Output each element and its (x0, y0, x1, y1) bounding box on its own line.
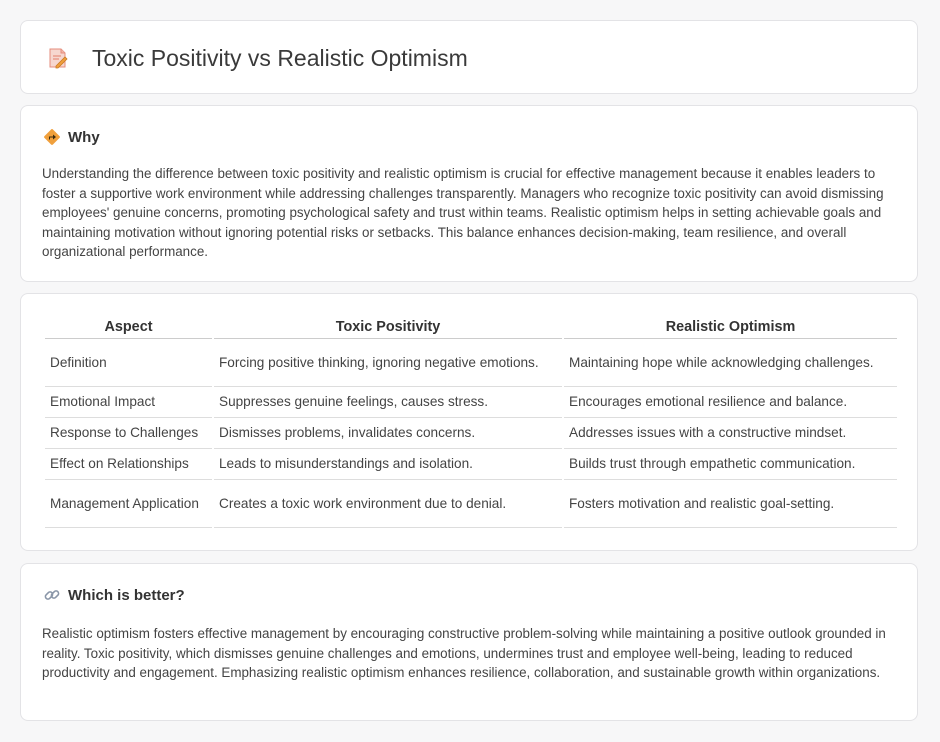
cell-toxic: Suppresses genuine feelings, causes stress. (214, 387, 562, 418)
cell-realistic: Addresses issues with a constructive mindset. (564, 418, 897, 449)
diamond-signpost-icon (43, 128, 61, 146)
cell-toxic: Dismisses problems, invalidates concerns. (214, 418, 562, 449)
table-row (45, 418, 897, 449)
header-toxic-positivity: Toxic Positivity (214, 316, 562, 339)
cell-toxic: Creates a toxic work environment due to denial. (214, 480, 562, 528)
why-title: Why (68, 128, 100, 146)
cell-aspect: Response to Challenges (45, 418, 212, 449)
cell-realistic: Fosters motivation and realistic goal-setting. (564, 480, 897, 528)
cell-realistic: Maintaining hope while acknowledging challenges. (564, 339, 897, 387)
table-row (45, 449, 897, 480)
cell-realistic: Builds trust through empathetic communication. (564, 449, 897, 480)
document-pencil-icon (47, 47, 69, 69)
cell-aspect: Management Application (45, 480, 212, 528)
header-card (20, 20, 918, 94)
why-section (20, 105, 918, 282)
cell-toxic: Leads to misunderstandings and isolation. (214, 449, 562, 480)
cell-aspect: Definition (45, 339, 212, 387)
better-text: Realistic optimism fosters effective management by encouraging constructive problem-solving while maintaining a positive outlook grounded in reality. Toxic positivity, which dismisses genuine challenges and emotions, undermines trust and employee well-being, leading to reduced productivity and engagement. Emphasizing realistic optimism enhances resilience, collaboration, and sustainable growth within organizations. (42, 626, 886, 681)
cell-aspect: Emotional Impact (45, 387, 212, 418)
cell-toxic: Forcing positive thinking, ignoring negative emotions. (214, 339, 562, 387)
comparison-table (43, 316, 899, 528)
link-icon (43, 586, 61, 604)
better-heading (43, 586, 185, 604)
cell-realistic: Encourages emotional resilience and balance. (564, 387, 897, 418)
cell-aspect: Effect on Relationships (45, 449, 212, 480)
which-is-better-section (20, 563, 918, 721)
table-row (45, 387, 897, 418)
table-row (45, 339, 897, 387)
header-aspect: Aspect (45, 316, 212, 339)
better-title: Which is better? (68, 586, 185, 604)
why-heading (43, 128, 100, 146)
table-row (45, 480, 897, 528)
table-header-row (45, 316, 897, 339)
why-text: Understanding the difference between toxic positivity and realistic optimism is crucial for effective management because it enables leaders to foster a supportive work environment while addressing challenges transparently. Managers who recognize toxic positivity can avoid dismissing employees' genuine concerns, promoting psychological safety and trust within teams. Realistic optimism helps in setting achievable goals and maintaining motivation without ignoring potential risks or setbacks. This balance enhances decision-making, team resilience, and overall organizational performance. (42, 166, 884, 260)
header-realistic-optimism: Realistic Optimism (564, 316, 897, 339)
page-title: Toxic Positivity vs Realistic Optimism (92, 45, 468, 71)
comparison-section (20, 293, 918, 551)
